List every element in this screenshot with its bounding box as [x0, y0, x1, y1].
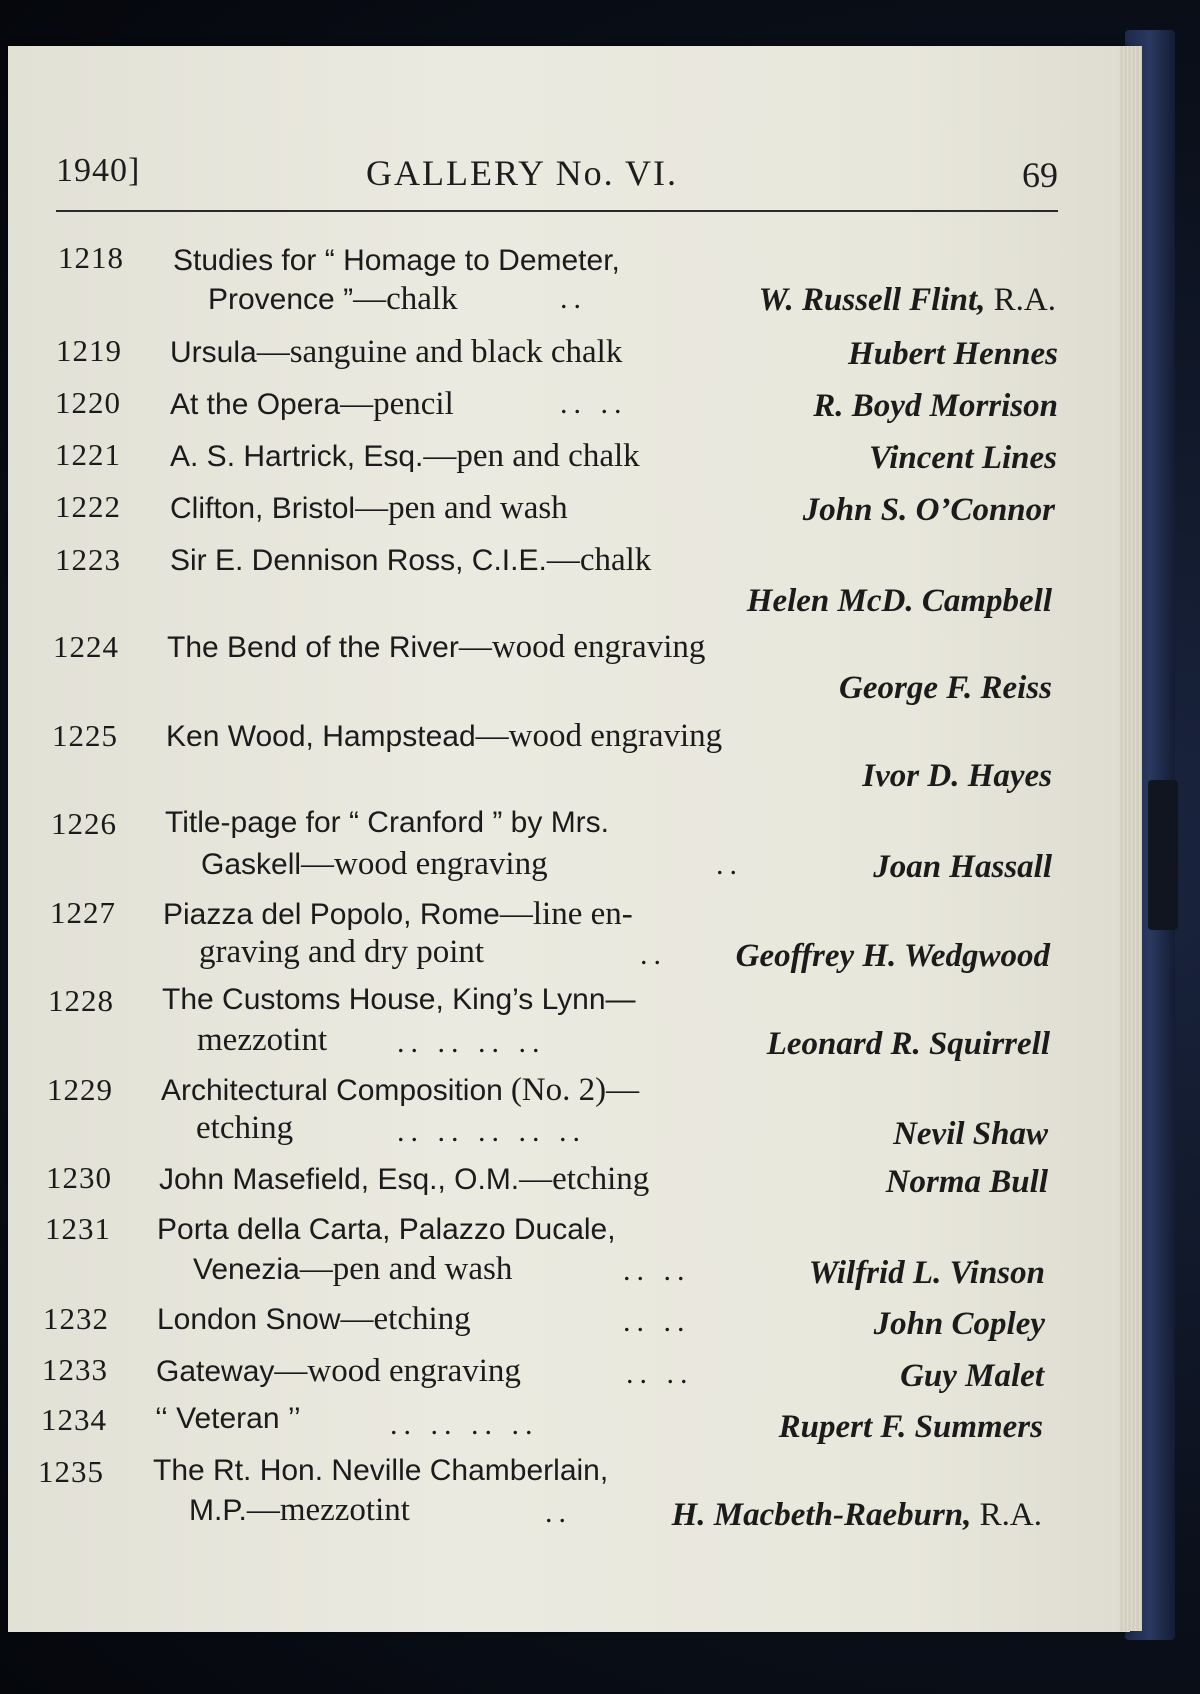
- entry-title-cont: Venezia—pen and wash: [193, 1251, 513, 1287]
- entry-number: 1229: [47, 1072, 113, 1107]
- artist-name: H. Macbeth-Raeburn, R.A.: [671, 1497, 1042, 1533]
- artist-name: Leonard R. Squirrell: [766, 1026, 1050, 1062]
- entry-number: 1223: [55, 542, 121, 577]
- entry-title: Gateway—wood engraving: [156, 1353, 521, 1389]
- entry-title: The Bend of the River—wood engraving: [167, 629, 706, 665]
- entry-title: Ken Wood, Hampstead—wood engraving: [166, 718, 723, 754]
- entry-medium-cont: graving and dry point: [199, 934, 485, 970]
- entry-title: Clifton, Bristol—pen and wash: [170, 490, 568, 526]
- entry-title-cont: Gaskell—wood engraving: [201, 846, 548, 882]
- artist-name: Wilfrid L. Vinson: [808, 1255, 1045, 1291]
- artist-name: Helen McD. Campbell: [746, 583, 1052, 619]
- artist-name: Ivor D. Hayes: [862, 758, 1052, 794]
- artist-name: John S. O’Connor: [802, 492, 1055, 528]
- artist-name: Rupert F. Summers: [778, 1409, 1043, 1445]
- artist-name: Norma Bull: [885, 1164, 1048, 1200]
- entry-title: Studies for “ Homage to Demeter,: [173, 244, 620, 277]
- leader-dots: ..: [716, 848, 743, 881]
- leader-dots: .. .. .. ..: [397, 1026, 546, 1059]
- leader-dots: .. .. .. .. ..: [397, 1115, 586, 1148]
- header-year: 1940]: [56, 152, 141, 189]
- leader-dots: .. ..: [623, 1254, 691, 1287]
- leader-dots: .. .. .. ..: [390, 1408, 539, 1441]
- entry-number: 1235: [38, 1454, 104, 1489]
- leader-dots: .. ..: [560, 387, 628, 420]
- artist-name: R. Boyd Morrison: [813, 388, 1058, 424]
- entry-number: 1230: [46, 1160, 112, 1195]
- entry-number: 1221: [55, 437, 121, 472]
- entry-number: 1222: [55, 489, 121, 524]
- entry-number: 1218: [58, 240, 124, 275]
- artist-name: Joan Hassall: [873, 849, 1052, 885]
- entry-title: Piazza del Popolo, Rome—line en-: [163, 896, 633, 932]
- entry-medium: mezzotint: [197, 1022, 328, 1058]
- entry-title: ‘‘ Veteran ’’: [155, 1402, 301, 1435]
- artist-name: John Copley: [873, 1306, 1045, 1342]
- header-title: GALLERY No. VI.: [366, 153, 678, 193]
- artist-name: Hubert Hennes: [848, 336, 1058, 372]
- entry-number: 1228: [48, 983, 114, 1018]
- entry-title: Title-page for “ Cranford ” by Mrs.: [165, 806, 610, 839]
- entry-title: Sir E. Dennison Ross, C.I.E.—chalk: [170, 542, 652, 578]
- entry-number: 1226: [51, 806, 117, 841]
- artist-name: Nevil Shaw: [893, 1116, 1048, 1152]
- artist-name: W. Russell Flint, R.A.: [758, 282, 1056, 318]
- leader-dots: ..: [560, 282, 587, 315]
- leader-dots: ..: [640, 938, 667, 971]
- entry-title: John Masefield, Esq., O.M.—etching: [159, 1161, 650, 1197]
- entry-title: Ursula—sanguine and black chalk: [170, 334, 623, 370]
- entry-title: The Customs House, King’s Lynn—: [162, 983, 636, 1016]
- entry-title: Architectural Composition (No. 2)—: [161, 1072, 640, 1108]
- leader-dots: .. ..: [623, 1305, 691, 1338]
- entry-number: 1219: [56, 333, 122, 368]
- entry-title: At the Opera—pencil: [170, 386, 454, 422]
- header-page-number: 69: [1022, 155, 1058, 195]
- entry-number: 1232: [43, 1301, 109, 1336]
- leader-dots: ..: [545, 1496, 572, 1529]
- entry-title: A. S. Hartrick, Esq.—pen and chalk: [170, 438, 640, 474]
- entry-number: 1220: [55, 385, 121, 420]
- artist-name: Vincent Lines: [869, 440, 1057, 476]
- entry-number: 1231: [45, 1211, 111, 1246]
- entry-title: Porta della Carta, Palazzo Ducale,: [157, 1213, 616, 1246]
- artist-name: Geoffrey H. Wedgwood: [735, 938, 1050, 974]
- leader-dots: .. ..: [626, 1357, 694, 1390]
- entry-number: 1225: [52, 718, 118, 753]
- entry-title-cont: M.P.—mezzotint: [189, 1492, 410, 1528]
- entry-number: 1224: [53, 629, 119, 664]
- artist-name: George F. Reiss: [839, 670, 1052, 706]
- entry-number: 1234: [41, 1402, 107, 1437]
- entry-title-cont: Provence ”—chalk: [208, 281, 458, 317]
- entry-medium: etching: [196, 1110, 294, 1146]
- entry-number: 1233: [42, 1352, 108, 1387]
- entry-number: 1227: [50, 895, 116, 930]
- entry-title: London Snow—etching: [157, 1301, 471, 1337]
- artist-name: Guy Malet: [900, 1358, 1044, 1394]
- entry-title: The Rt. Hon. Neville Chamberlain,: [153, 1454, 609, 1487]
